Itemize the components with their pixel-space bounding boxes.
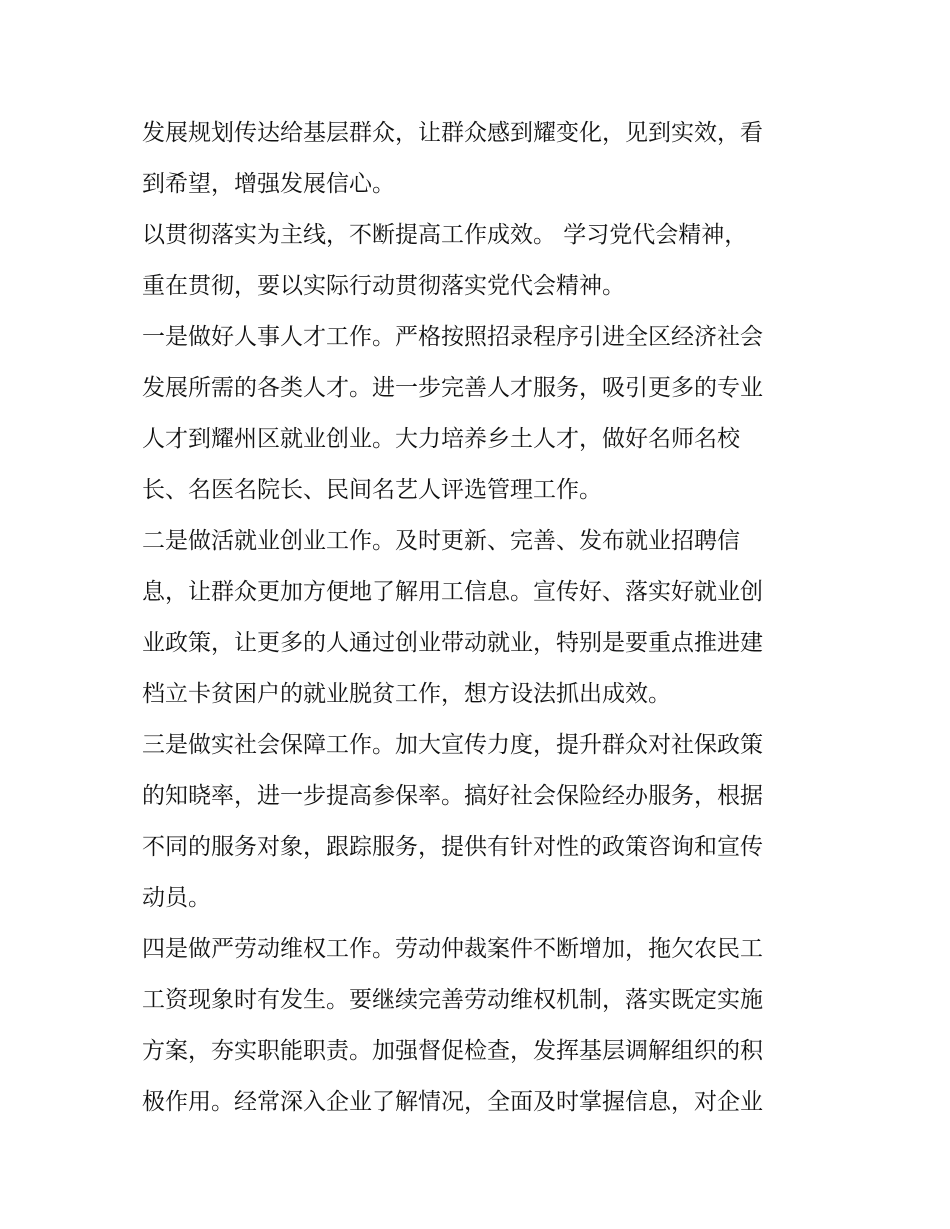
text-line: 长、名医名院长、民间名艺人评选管理工作。 [142, 477, 602, 503]
text-line: 人才到耀州区就业创业。大力培养乡土人才，做好名师名校 [142, 426, 740, 452]
text-line: 发展所需的各类人才。进一步完善人才服务，吸引更多的专业 [142, 375, 763, 401]
text-line: 四是做严劳动维权工作。劳动仲裁案件不断增加，拖欠农民工 [142, 936, 763, 962]
text-line: 极作用。经常深入企业了解情况，全面及时掌握信息，对企业 [142, 1089, 763, 1115]
text-line: 动员。 [142, 885, 211, 911]
text-line: 业政策，让更多的人通过创业带动就业，特别是要重点推进建 [142, 630, 763, 656]
text-line: 重在贯彻，要以实际行动贯彻落实党代会精神。 [142, 273, 625, 299]
text-line: 发展规划传达给基层群众，让群众感到耀变化，见到实效，看 [142, 120, 763, 146]
text-line: 不同的服务对象，跟踪服务，提供有针对性的政策咨询和宣传 [142, 834, 763, 860]
text-line: 到希望，增强发展信心。 [142, 171, 395, 197]
text-line: 的知晓率，进一步提高参保率。搞好社会保险经办服务，根据 [142, 783, 763, 809]
text-line: 以贯彻落实为主线，不断提高工作成效。 学习党代会精神， [142, 222, 748, 248]
text-line: 息，让群众更加方便地了解用工信息。宣传好、落实好就业创 [142, 579, 763, 605]
text-line: 二是做活就业创业工作。及时更新、完善、发布就业招聘信 [142, 528, 740, 554]
text-line: 三是做实社会保障工作。加大宣传力度，提升群众对社保政策 [142, 732, 763, 758]
text-line: 方案，夯实职能职责。加强督促检查，发挥基层调解组织的积 [142, 1038, 763, 1064]
body-text [142, 108, 822, 1128]
text-line: 一是做好人事人才工作。严格按照招录程序引进全区经济社会 [142, 324, 763, 350]
text-line: 工资现象时有发生。要继续完善劳动维权机制，落实既定实施 [142, 987, 763, 1013]
text-line: 档立卡贫困户的就业脱贫工作，想方设法抓出成效。 [142, 681, 671, 707]
